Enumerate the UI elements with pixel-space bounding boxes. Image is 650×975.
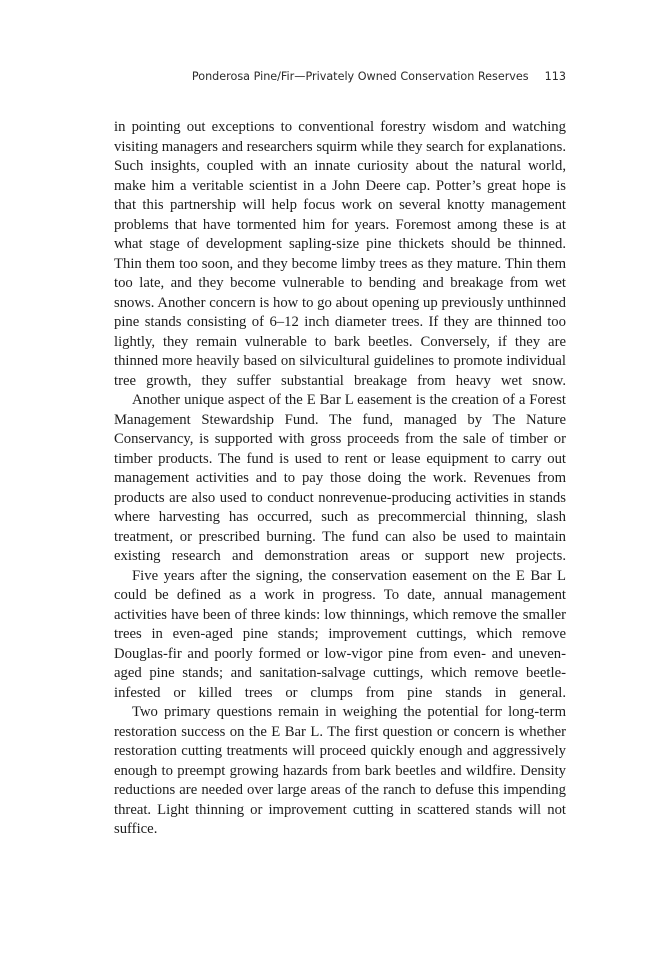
- paragraph-1: in pointing out exceptions to conventional forestry wisdom and watching visiting managers and researchers squirm while they search for explanations. Such insights, coupled with an innate curiosity about the natural world, make him a veritable scientist in a John Deere cap. Potter’s great hope is that this partnership will help focus work on several knotty management problems that have tormented him for years. Foremost among these is at what stage of development sapling-size pine thickets should be thinned. Thin them too soon, and they become limby trees as they mature. Thin them too late, and they become vulnerable to bending and breakage from wet snows. Another concern is how to go about opening up previously unthinned pine stands consisting of 6–12 inch diameter trees. If they are thinned too lightly, they remain vulnerable to bark beetles. Conversely, if they are thinned more heavily based on silvicultural guidelines to promote individual tree growth, they suffer substantial breakage from heavy wet snow.: [114, 119, 566, 389]
- paragraph-2: Another unique aspect of the E Bar L easement is the creation of a Forest Management Stewardship Fund. The fund, managed by The Nature Conservancy, is supported with gross proceeds from the sale of timber or timber products. The fund is used to rent or lease equipment to carry out management activities and to pay those doing the work. Revenues from products are also used to conduct nonrevenue-producing activities in stands where harvesting has occurred, such as precommercial thinning, slash treatment, or prescribed burning. The fund can also be used to maintain existing research and demonstration areas or support new projects.: [114, 392, 566, 564]
- page-number: 113: [544, 70, 566, 83]
- paragraph-4: Two primary questions remain in weighing the potential for long-term restoration success on the E Bar L. The first question or concern is whether restoration cutting treatments will proceed quickly enough and aggressively enough to preempt growing hazards from bark beetles and wildfire. Density reductions are needed over large areas of the ranch to defuse this impending threat. Light thinning or improvement cutting in scattered stands will not suffice.: [114, 704, 566, 837]
- running-head: [114, 70, 566, 83]
- body-text: [114, 118, 566, 840]
- running-title: Ponderosa Pine/Fir—Privately Owned Conservation Reserves: [191, 70, 529, 83]
- paragraph-3: Five years after the signing, the conservation easement on the E Bar L could be defined as a work in progress. To date, annual management activities have been of three kinds: low thinnings, which remove the smaller trees in even-aged pine stands; improvement cuttings, which remove Douglas-fir and poorly formed or low-vigor pine from even- and uneven-aged pine stands; and sanitation-salvage cuttings, which remove beetle-infested or killed trees or clumps from pine stands in general.: [114, 567, 566, 701]
